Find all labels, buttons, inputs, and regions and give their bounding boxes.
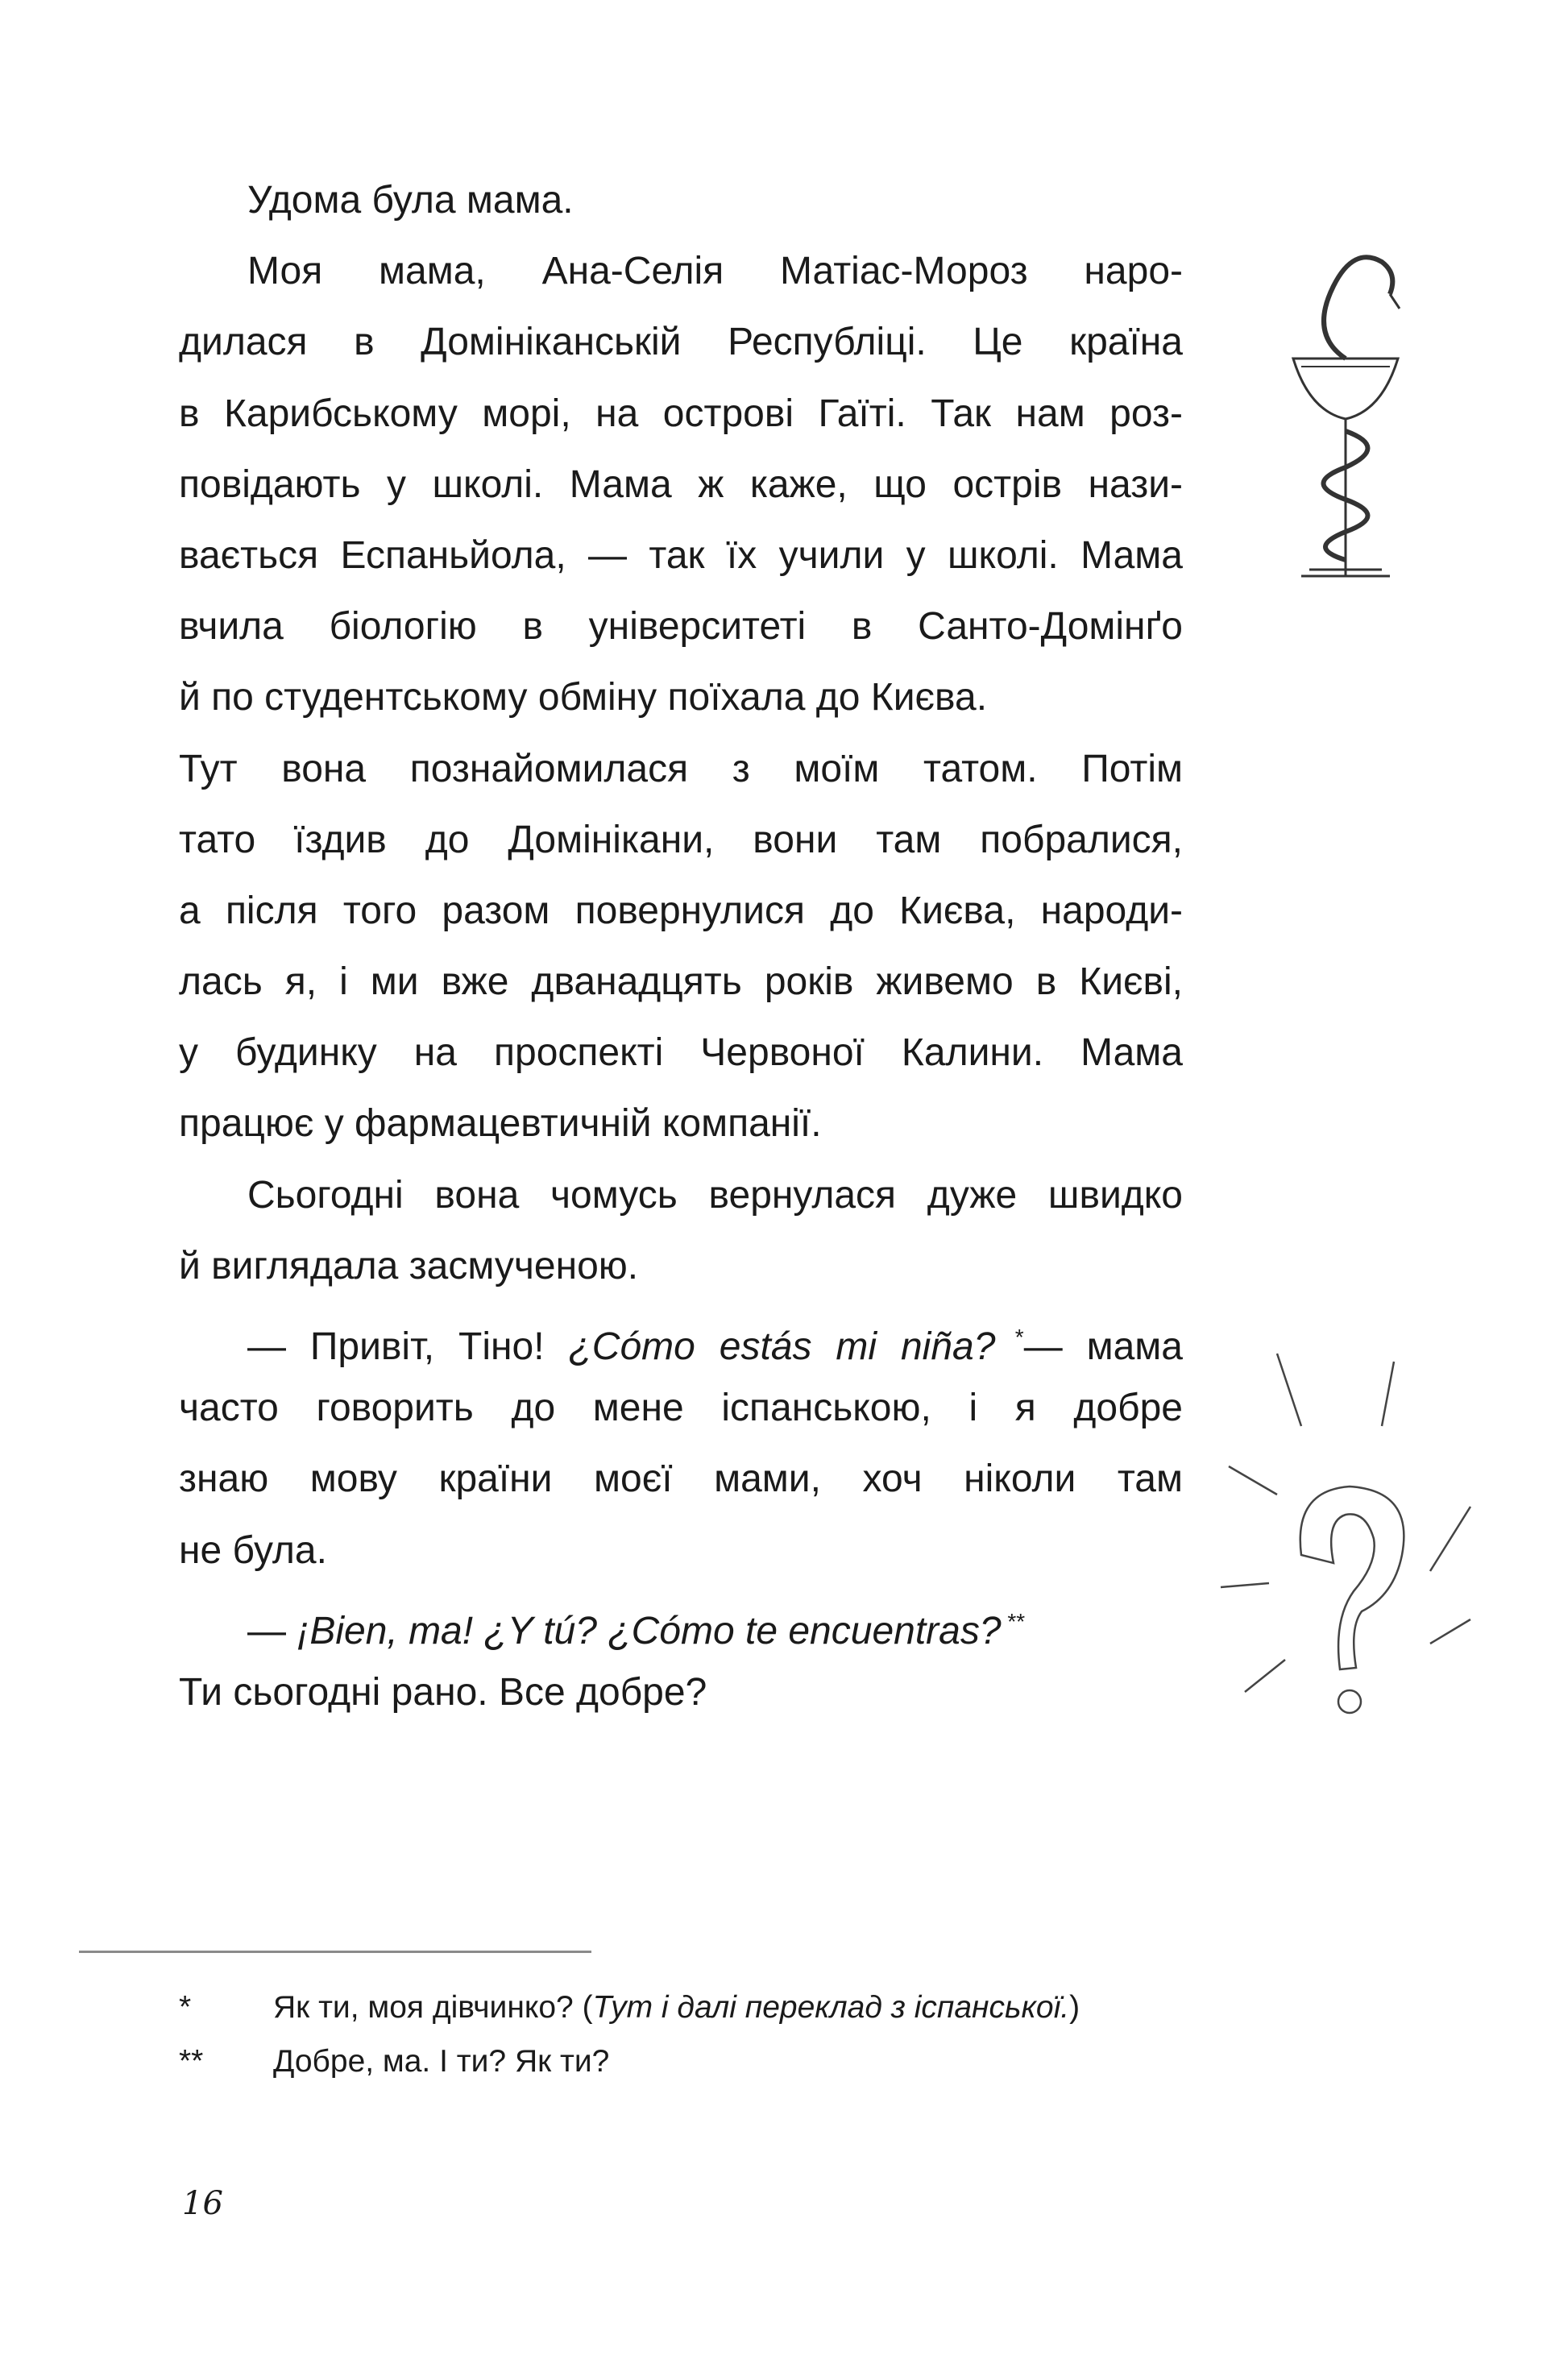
text-line <box>179 1302 1183 1373</box>
italic-text: ¡Bien, ma! ¿Y tú? ¿Cómo te encuentras? <box>297 1609 1002 1652</box>
text-segment: — Привіт, Тіно! <box>247 1325 569 1368</box>
page-number: 16 <box>182 2185 223 2222</box>
text-line <box>179 734 1183 805</box>
text-segment: — мама <box>1023 1325 1183 1368</box>
text-segment: Як ти, моя дівчинко? ( <box>273 1990 593 2025</box>
text-segment: повідають у школі. Мама ж каже, що острів нази- <box>179 462 1183 506</box>
footnote-mark: * <box>179 1990 192 2025</box>
footnote-mark: ** <box>179 2044 204 2079</box>
text-segment: в Карибському морі, на острові Гаїті. Так нам роз- <box>179 392 1183 435</box>
text-line <box>179 307 1183 378</box>
text-line <box>179 1160 1183 1231</box>
text-segment: у будинку на проспекті Червоної Калини. Мама <box>179 1031 1183 1075</box>
text-line <box>179 1018 1183 1088</box>
text-line <box>179 662 1183 733</box>
text-segment: й виглядала засмученою. <box>179 1244 639 1287</box>
text-segment: тато їздив до Домінікани, вони там побралися, <box>179 818 1183 861</box>
body-text <box>179 165 1183 1728</box>
text-segment: й по студентському обміну поїхала до Києва. <box>179 676 988 719</box>
question-mark-icon <box>1213 1305 1483 1732</box>
italic-text: Тут і далі переклад з іспанської. <box>592 1990 1070 2025</box>
footnote <box>179 1990 1080 2025</box>
text-line <box>179 1444 1183 1515</box>
text-segment: а після того разом повернулися до Києва, народи- <box>179 889 1183 932</box>
italic-text: ¿Cómo estás mi niña? <box>568 1325 996 1368</box>
footnote-reference: ** <box>1001 1608 1026 1634</box>
text-line <box>179 520 1183 591</box>
text-segment: Удома була мама. <box>247 179 574 222</box>
text-segment: не була. <box>179 1528 327 1572</box>
text-segment: дилася в Домініканській Республіці. Це країна <box>179 321 1183 364</box>
text-segment: часто говорить до мене іспанською, і я добре <box>179 1387 1183 1430</box>
text-segment: Сьогодні вона чомусь вернулася дуже швидко <box>247 1173 1183 1217</box>
footnote-reference: * <box>995 1325 1024 1350</box>
text-line <box>179 1657 1183 1728</box>
text-segment: вається Еспаньйола, — так їх учили у школі. Мама <box>179 533 1183 577</box>
text-line <box>179 1586 1183 1657</box>
text-line <box>179 236 1183 307</box>
text-line <box>179 1373 1183 1444</box>
footnote-divider <box>79 1951 591 1953</box>
text-segment: лась я, і ми вже дванадцять років живемо в Києві, <box>179 960 1183 1004</box>
text-segment: Ти сьогодні рано. Все добре? <box>179 1670 707 1714</box>
text-segment: знаю мову країни моєї мами, хоч ніколи там <box>179 1457 1183 1501</box>
text-segment: вчила біологію в університеті в Санто-Домінґо <box>179 605 1183 649</box>
text-line <box>179 450 1183 520</box>
text-segment: працює у фармацевтичній компанії. <box>179 1102 822 1146</box>
text-line <box>179 876 1183 947</box>
text-line <box>179 1231 1183 1302</box>
footnote <box>179 2044 609 2079</box>
text-segment: — <box>247 1609 297 1652</box>
text-line <box>179 947 1183 1018</box>
text-line <box>179 805 1183 876</box>
text-segment: Тут вона познайомилася з моїм татом. Потім <box>179 747 1183 790</box>
text-line <box>179 165 1183 236</box>
text-segment: ) <box>1069 1990 1080 2025</box>
text-line <box>179 1515 1183 1586</box>
snake-bowl-icon <box>1277 238 1414 596</box>
text-line <box>179 379 1183 450</box>
text-segment: Моя мама, Ана-Селія Матіас-Мороз наро- <box>247 250 1183 293</box>
text-line <box>179 591 1183 662</box>
text-segment: Добре, ма. І ти? Як ти? <box>273 2044 610 2079</box>
text-line <box>179 1088 1183 1159</box>
